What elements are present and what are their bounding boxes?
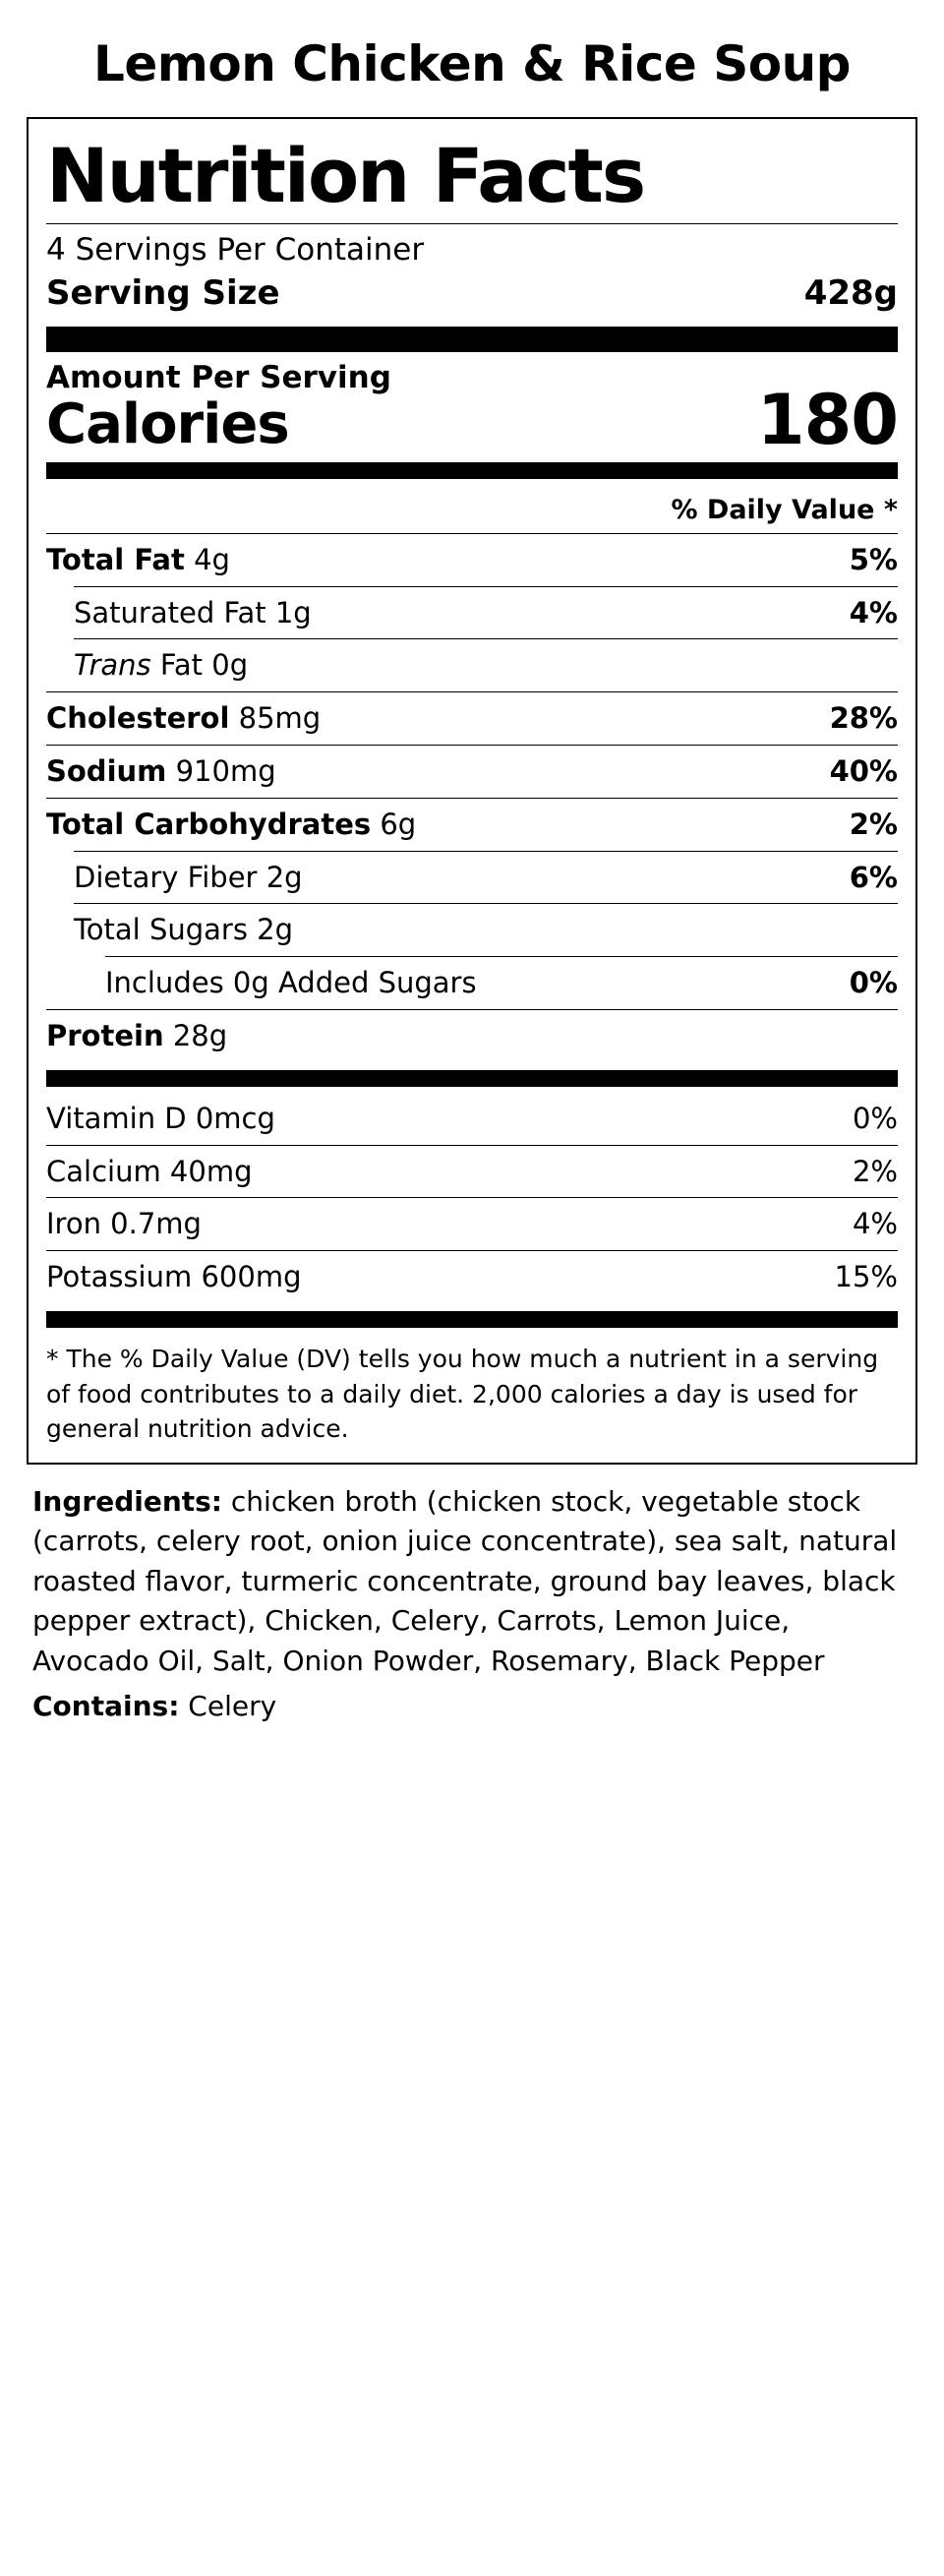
contains-block xyxy=(27,1681,917,1727)
nutrient-dv: 28% xyxy=(829,701,898,736)
table-row xyxy=(46,1093,898,1145)
ingredients-text: chicken broth (chicken stock, vegetable stock (carrots, celery root, onion juice concentrate), sea salt, natural roasted flavor, turmeric concentrate, ground bay leaves, black pepper extract), Chicken, Celery, Carrots, Lemon Juice, Avocado Oil, Salt, Onion Powder, Rosemary, Black Pepper xyxy=(32,1484,898,1677)
table-row xyxy=(46,1145,898,1198)
nutrient-name: Dietary Fiber 2g xyxy=(74,860,303,894)
nutrient-dv: 40% xyxy=(829,754,898,789)
table-row xyxy=(46,639,898,691)
contains-label: Contains: xyxy=(32,1690,180,1723)
nutrient-name xyxy=(74,648,248,683)
daily-value-header: % Daily Value * xyxy=(671,494,898,525)
table-row xyxy=(46,1009,898,1062)
divider-thick-top xyxy=(46,327,898,352)
nutrient-dv: 15% xyxy=(834,1260,898,1294)
table-row xyxy=(46,957,898,1009)
nutrient-name xyxy=(46,808,416,842)
nutrient-name: Includes 0g Added Sugars xyxy=(105,966,477,1000)
nutrient-name xyxy=(46,701,321,736)
nutrient-name: Saturated Fat 1g xyxy=(74,595,312,629)
table-row xyxy=(46,533,898,586)
nutrient-name xyxy=(46,543,230,577)
servings-per-container: 4 Servings Per Container xyxy=(46,232,425,268)
nutrient-dv: 4% xyxy=(849,595,898,629)
ingredients-block xyxy=(27,1465,917,1682)
nutrient-dv: 0% xyxy=(852,1101,898,1135)
nutrient-name-bold: Total Fat xyxy=(46,542,185,576)
nutrient-name: Iron 0.7mg xyxy=(46,1207,202,1241)
calories-label: Calories xyxy=(46,392,289,457)
serving-size-row xyxy=(46,273,898,319)
table-row xyxy=(46,745,898,798)
trans-rest: Fat 0g xyxy=(150,648,249,683)
table-row xyxy=(46,691,898,745)
divider-thick-calories xyxy=(46,462,898,479)
divider-thick-footnote xyxy=(46,1311,898,1328)
trans-italic: Trans xyxy=(74,648,151,683)
nutrient-dv: 6% xyxy=(849,860,898,894)
nutrient-name-bold: Sodium xyxy=(46,754,167,789)
nutrient-name-bold: Protein xyxy=(46,1019,164,1053)
nutrient-name xyxy=(46,754,276,789)
nutrient-dv: 0% xyxy=(849,966,898,1000)
nutrient-name: Calcium 40mg xyxy=(46,1154,253,1188)
ingredients-label: Ingredients: xyxy=(32,1484,223,1518)
table-row xyxy=(46,587,898,639)
daily-value-footnote: * The % Daily Value (DV) tells you how much a nutrient in a serving of food contributes to a daily diet. 2,000 calories a day is used for general nutrition advice. xyxy=(46,1345,879,1443)
nutrient-name xyxy=(46,1019,227,1053)
table-row xyxy=(46,798,898,851)
nutrient-name: Potassium 600mg xyxy=(46,1260,302,1294)
nutrient-name-rest: 910mg xyxy=(166,754,276,789)
nutrient-name-bold: Total Carbohydrates xyxy=(46,807,372,841)
nutrient-name-rest: 85mg xyxy=(229,701,322,736)
nutrient-name-rest: 6g xyxy=(371,807,417,841)
nutrient-name-bold: Cholesterol xyxy=(46,701,230,736)
table-row xyxy=(46,904,898,956)
serving-size-label: Serving Size xyxy=(46,272,280,313)
amount-per-serving-label: Amount Per Serving xyxy=(46,359,391,395)
contains-text: Celery xyxy=(179,1690,277,1723)
nutrient-dv: 4% xyxy=(852,1207,898,1241)
serving-size-value: 428g xyxy=(803,272,898,313)
nutrient-name: Vitamin D 0mcg xyxy=(46,1101,275,1135)
divider-thick-micronutrients xyxy=(46,1070,898,1087)
page-title: Lemon Chicken & Rice Soup xyxy=(93,35,851,92)
table-row xyxy=(46,1197,898,1250)
calories-row xyxy=(46,379,898,460)
nutrient-name: Total Sugars 2g xyxy=(74,913,294,947)
nutrient-dv: 2% xyxy=(852,1154,898,1188)
nutrition-facts-heading: Nutrition Facts xyxy=(46,132,645,219)
nutrient-name-rest: 28g xyxy=(163,1019,228,1053)
nutrition-facts-panel xyxy=(27,117,917,1465)
nutrient-name-rest: 4g xyxy=(184,542,230,576)
calories-value: 180 xyxy=(756,379,898,460)
table-row xyxy=(46,1250,898,1303)
table-row xyxy=(46,852,898,904)
nutrient-dv: 2% xyxy=(849,807,898,841)
nutrient-dv: 5% xyxy=(849,542,898,576)
